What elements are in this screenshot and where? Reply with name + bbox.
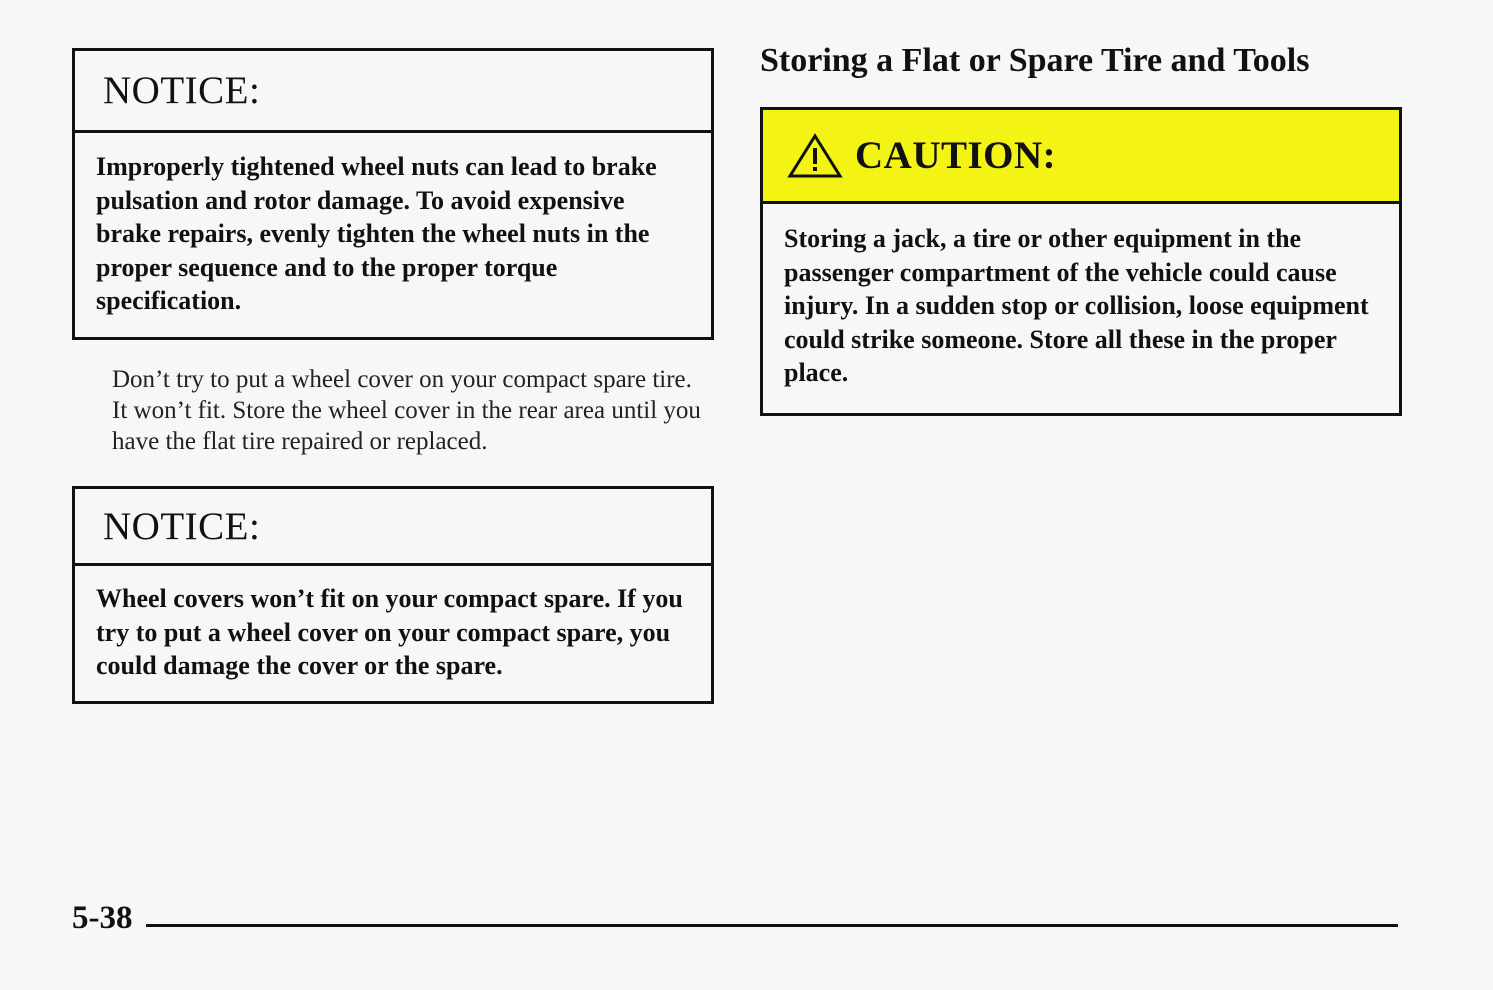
notice-title: NOTICE: <box>103 69 261 112</box>
footer-rule <box>146 924 1398 927</box>
notice-title: NOTICE: <box>103 504 261 548</box>
section-heading: Storing a Flat or Spare Tire and Tools <box>760 42 1310 79</box>
notice-header <box>75 51 711 133</box>
notice-body: Improperly tightened wheel nuts can lead to brake pulsation and rotor damage. To avoid expensive brake repairs, evenly tighten the wheel nuts in the proper sequence and to the proper torque specification. <box>96 152 657 315</box>
warning-triangle-icon <box>787 133 843 179</box>
caution-box <box>760 107 1402 416</box>
caution-body: Storing a jack, a tire or other equipment in the passenger compartment of the vehicle could cause injury. In a sudden stop or collision, loose equipment could strike someone. Store all these in the proper place. <box>784 224 1369 387</box>
page-number: 5-38 <box>72 900 133 936</box>
notice-header <box>75 489 711 566</box>
caution-title: CAUTION: <box>855 134 1057 177</box>
notice-body: Wheel covers won’t fit on your compact spare. If you try to put a wheel cover on your compact spare, you could damage the cover or the spare. <box>96 584 683 680</box>
wheel-cover-paragraph: Don’t try to put a wheel cover on your compact spare tire. It won’t fit. Store the wheel cover in the rear area until you have the flat tire repaired or replaced. <box>112 366 701 455</box>
notice-box-wheel-nuts <box>72 48 714 340</box>
notice-box-wheel-covers <box>72 486 714 704</box>
caution-header <box>763 110 1399 204</box>
